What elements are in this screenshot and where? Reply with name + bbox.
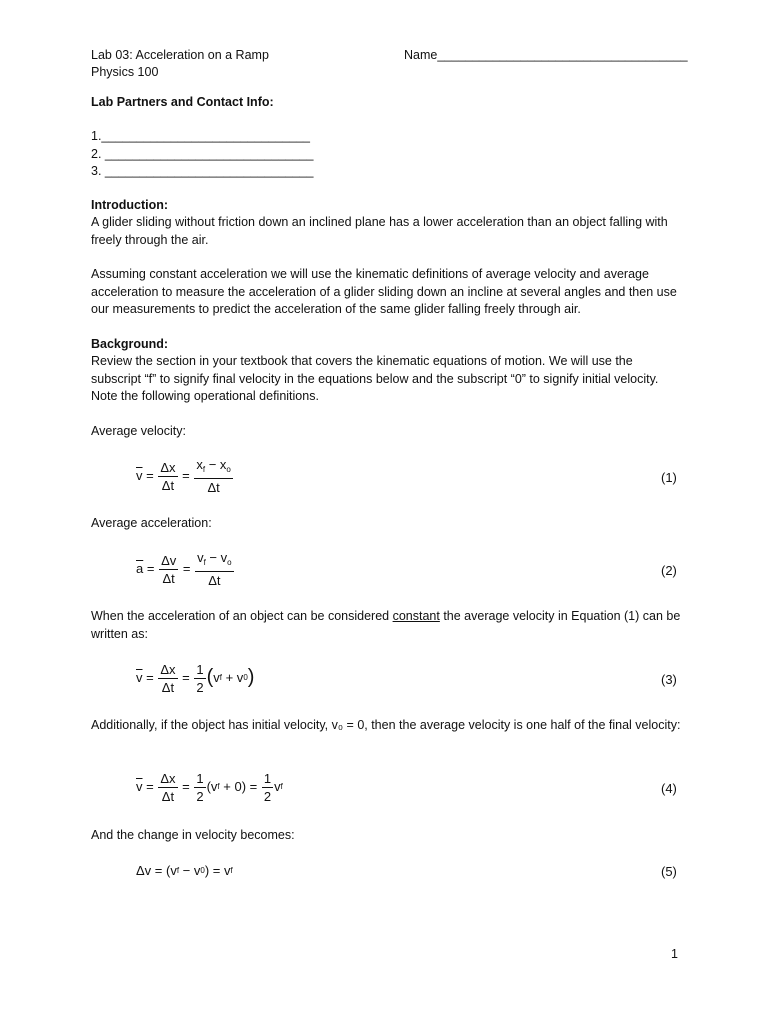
equation-2: $\overline{a}$ = $\frac{\Delta v}{\Delta t}$ = $\frac{v_f - v_o}{\Delta t}$ xyxy=(136,550,232,588)
equation-4: $\overline{v}$ = $\frac{\Delta x}{\Delta t}$ = $\frac{1}{2}$ (v f + 0) = $\frac{1}{2}$ v f xyxy=(136,770,283,804)
equation-1-number: (1) xyxy=(661,470,677,485)
partner-line-2: 2. ______________________________ xyxy=(91,147,314,161)
lab-title: Lab 03: Acceleration on a Ramp xyxy=(91,48,269,62)
background-paragraph: Review the section in your textbook that covers the kinematic equations of motion. We will use the subscript “f” to signify final velocity in the equations below and the subscript “0” to signify initial velocity. Note the following operational definitions. xyxy=(91,354,659,403)
equation-4-number: (4) xyxy=(661,781,677,796)
introduction-paragraph-1: A glider sliding without friction down an inclined plane has a lower acceleration than an object falling with freely through the air. xyxy=(91,215,668,247)
initial-velocity-paragraph: Additionally, if the object has initial velocity, v₀ = 0, then the average velocity is one half of the final velocity: xyxy=(91,718,681,732)
equation-5: Δv = (v f − v 0 ) = v f xyxy=(136,863,233,879)
partners-heading: Lab Partners and Contact Info: xyxy=(91,95,274,109)
constant-text-after: the average velocity in Equation (1) can be written as: xyxy=(91,609,681,641)
constant-underlined-word: constant xyxy=(392,609,440,623)
equation-1: $\overline{v}$ = $\frac{\Delta x}{\Delta t}$ = $\frac{x_f - x_o}{\Delta t}$ xyxy=(136,457,231,495)
average-acceleration-label: Average acceleration: xyxy=(91,516,212,530)
constant-acceleration-paragraph xyxy=(91,608,681,643)
equation-3: $\overline{v}$ = $\frac{\Delta x}{\Delta t}$ = $\frac{1}{2}$ ( v f + v 0 ) xyxy=(136,661,255,695)
page-number: 1 xyxy=(671,947,678,961)
background-heading: Background: xyxy=(91,337,169,351)
equation-3-number: (3) xyxy=(661,672,677,687)
average-velocity-label: Average velocity: xyxy=(91,424,186,438)
change-velocity-label: And the change in velocity becomes: xyxy=(91,828,295,842)
constant-text-before: When the acceleration of an object can be considered xyxy=(91,609,393,623)
course-name: Physics 100 xyxy=(91,65,159,79)
partner-line-1: 1.______________________________ xyxy=(91,129,310,143)
equation-2-number: (2) xyxy=(661,563,677,578)
name-field-label: Name____________________________________ xyxy=(404,48,688,62)
equation-5-number: (5) xyxy=(661,864,677,879)
introduction-paragraph-2: Assuming constant acceleration we will use the kinematic definitions of average velocity and average acceleration to measure the acceleration of a glider sliding down an incline at several angles and then use our measurements to predict the acceleration of the same glider falling freely through air. xyxy=(91,267,677,316)
partner-line-3: 3. ______________________________ xyxy=(91,164,314,178)
introduction-heading: Introduction: xyxy=(91,198,169,212)
